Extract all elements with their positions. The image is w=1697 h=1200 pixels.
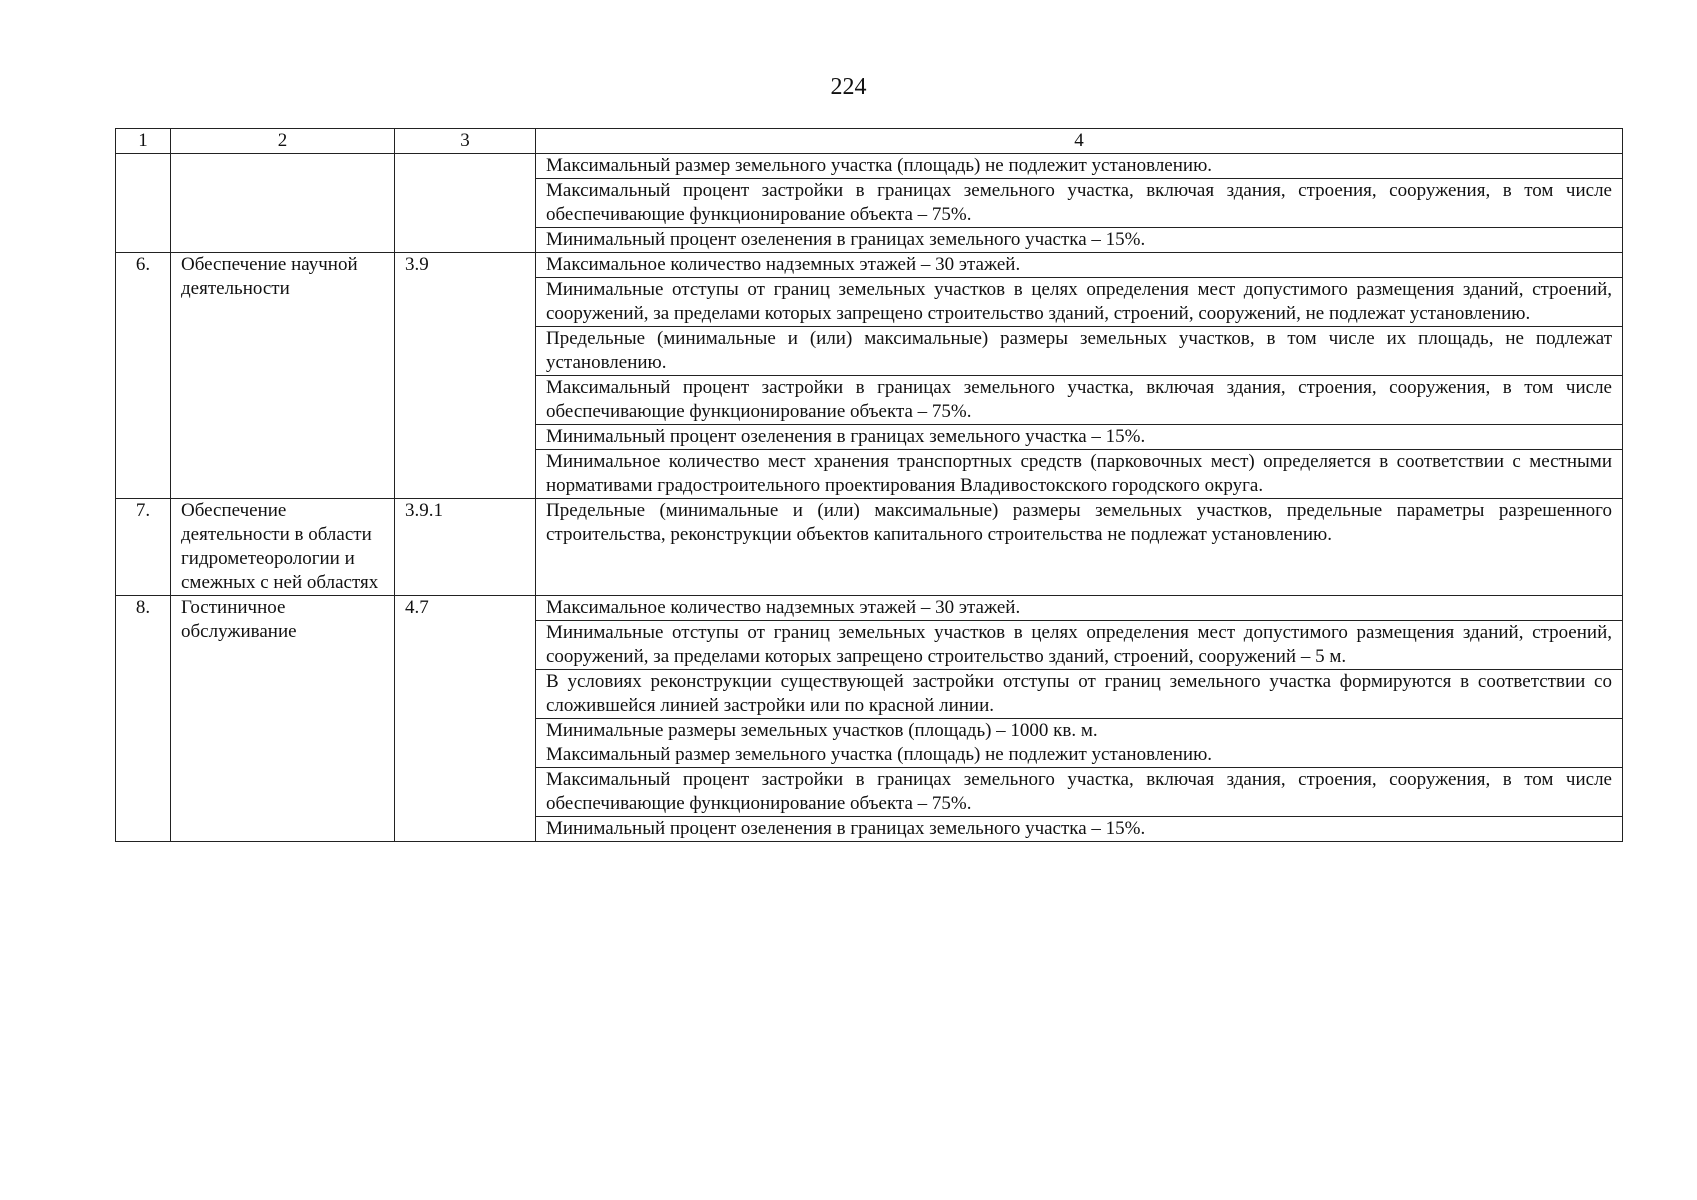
parameter-text: Минимальное количество мест хранения транспортных средств (парковочных мест) определяется в соответствии с местными нормативами градостроительного проектирования Владивостокского городского округа. (536, 450, 1623, 499)
land-use-name: Обеспечение научной деятельности (171, 253, 395, 499)
row-number: 8. (116, 596, 171, 842)
land-use-code: 3.9.1 (395, 499, 536, 596)
parameter-text: Максимальное количество надземных этажей – 30 этажей. (536, 253, 1623, 278)
row-number (116, 154, 171, 253)
zoning-parameters-table (115, 128, 1623, 842)
table-row (116, 499, 1623, 596)
parameter-text: Максимальный процент застройки в границах земельного участка, включая здания, строения, сооружения, в том числе обеспечивающие функционирование объекта – 75%. (536, 768, 1623, 817)
table-row (116, 596, 1623, 621)
parameter-text: Минимальные размеры земельных участков (площадь) – 1000 кв. м. Максимальный размер земельного участка (площадь) не подлежит установлению. (536, 719, 1623, 768)
land-use-code: 3.9 (395, 253, 536, 499)
land-use-name: Гостиничное обслуживание (171, 596, 395, 842)
parameter-text: Максимальный размер земельного участка (площадь) не подлежит установлению. (536, 154, 1623, 179)
parameter-text: Максимальный процент застройки в границах земельного участка, включая здания, строения, сооружения, в том числе обеспечивающие функционирование объекта – 75%. (536, 376, 1623, 425)
land-use-name: Обеспечение деятельности в области гидрометеорологии и смежных с ней областях (171, 499, 395, 596)
parameter-text: Максимальный процент застройки в границах земельного участка, включая здания, строения, сооружения, в том числе обеспечивающие функционирование объекта – 75%. (536, 179, 1623, 228)
header-col-2: 2 (171, 129, 395, 154)
page-number: 224 (830, 74, 867, 100)
table-row (116, 253, 1623, 278)
header-col-4: 4 (536, 129, 1623, 154)
land-use-code (395, 154, 536, 253)
parameter-text: Минимальные отступы от границ земельных участков в целях определения мест допустимого размещения зданий, строений, сооружений, за пределами которых запрещено строительство зданий, строений, сооружений, не подлежат установлению. (536, 278, 1623, 327)
land-use-code: 4.7 (395, 596, 536, 842)
parameter-text: Максимальное количество надземных этажей – 30 этажей. (536, 596, 1623, 621)
parameter-text: Минимальный процент озеленения в границах земельного участка – 15%. (536, 425, 1623, 450)
table-header-row (116, 129, 1623, 154)
parameter-text: Предельные (минимальные и (или) максимальные) размеры земельных участков, в том числе их площадь, не подлежат установлению. (536, 327, 1623, 376)
parameter-text: Минимальные отступы от границ земельных участков в целях определения мест допустимого размещения зданий, строений, сооружений, за пределами которых запрещено строительство зданий, строений, сооружений – 5 м. (536, 621, 1623, 670)
table-row (116, 154, 1623, 179)
land-use-name (171, 154, 395, 253)
header-col-3: 3 (395, 129, 536, 154)
row-number: 7. (116, 499, 171, 596)
parameter-text: Предельные (минимальные и (или) максимальные) размеры земельных участков, предельные параметры разрешенного строительства, реконструкции объектов капитального строительства не подлежат установлению. (536, 499, 1623, 596)
parameter-text: Минимальный процент озеленения в границах земельного участка – 15%. (536, 817, 1623, 842)
header-col-1: 1 (116, 129, 171, 154)
parameter-text: Минимальный процент озеленения в границах земельного участка – 15%. (536, 228, 1623, 253)
row-number: 6. (116, 253, 171, 499)
parameter-text: В условиях реконструкции существующей застройки отступы от границ земельного участка формируются в соответствии со сложившейся линией застройки или по красной линии. (536, 670, 1623, 719)
